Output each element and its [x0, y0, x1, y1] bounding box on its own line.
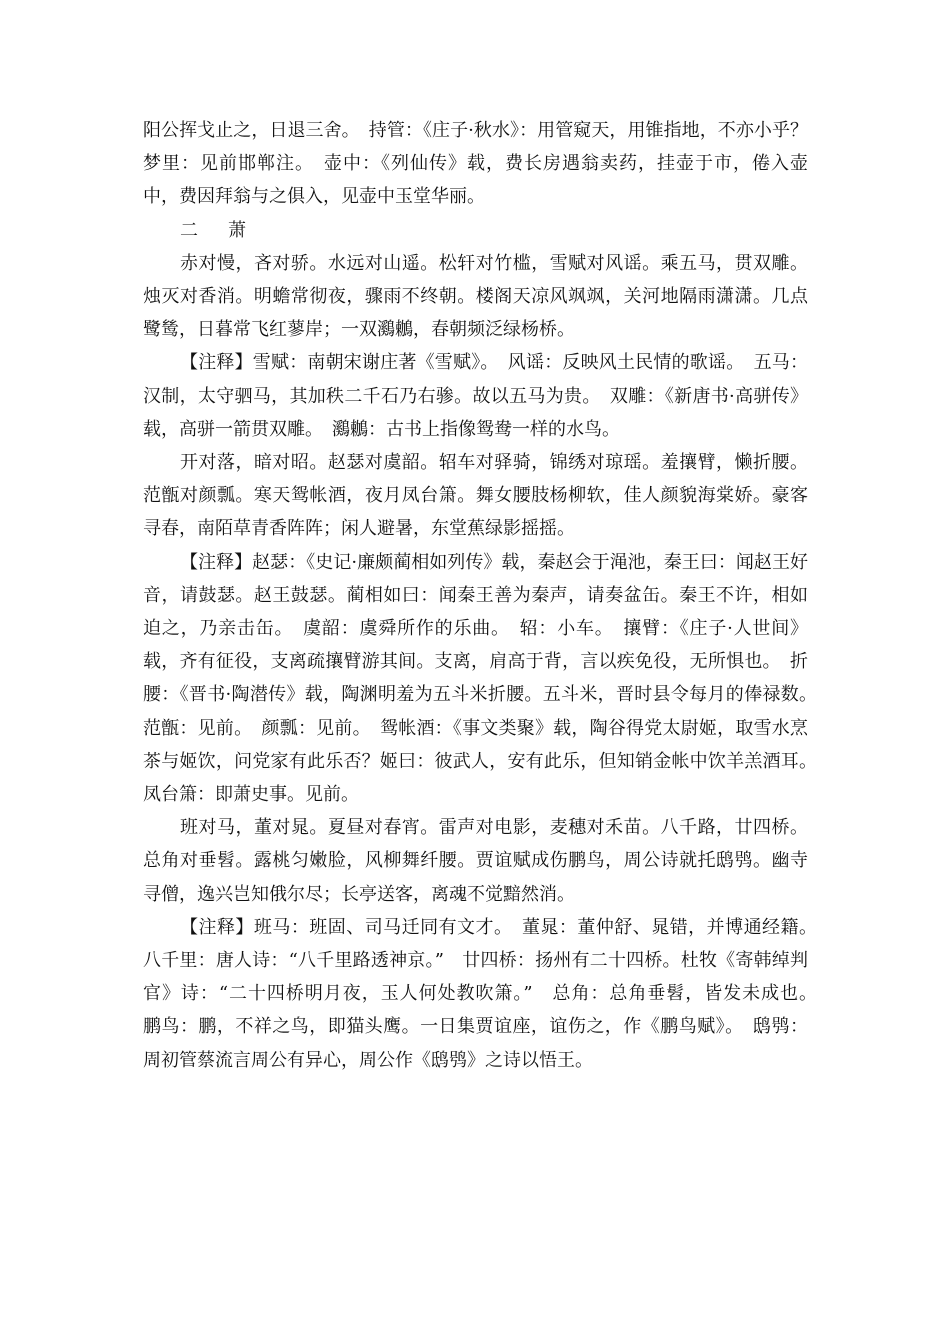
annotation-paragraph: 【注释】班马：班固、司马迁同有文才。 董晁：董仲舒、晁错，并博通经籍。 八千里：唐人诗：“八千里路透神京。” 廿四桥：扬州有二十四桥。杜牧《寄韩绰判官》诗：“二十四桥明月夜，玉人何处教吹箫。” 总角：总角垂髫，皆发未成也。 鹏鸟：鹏，不祥之鸟，即猫头鹰。一日集贾谊座，谊伤之，作《鹏鸟赋》。 鸱鸮：周初管蔡流言周公有异心，周公作《鸱鸮》之诗以悟王。 [143, 916, 826, 1071]
section-heading: 二 萧 [180, 219, 252, 241]
annotation-paragraph: 【注释】赵瑟：《史记·廉颇蔺相如列传》载，秦赵会于渑池，秦王曰：闻赵王好音，请鼓瑟。赵王鼓瑟。蔺相如曰：闻秦王善为秦声，请奏盆缶。秦王不许，相如迫之，乃亲击缶。 虞韶：虞舜所作的乐曲。 轺：小车。 攘臂：《庄子·人世间》载，齐有征役，支离疏攘臂游其间。支离，肩高于背，言以疾免役，无所惧也。 折腰：《晋书·陶潜传》载，陶渊明羞为五斗米折腰。五斗米，晋时县令每月的俸禄数。 范甑：见前。 颜瓢：见前。 鸳帐酒：《事文类聚》载，陶谷得党太尉姬，取雪水烹茶与姬饮，问党家有此乐否？姬曰：彼武人，安有此乐，但知销金帐中饮羊羔酒耳。 凤台箫：即萧史事。见前。 [143, 551, 826, 806]
verse-paragraph: 班对马，董对晁。夏昼对春宵。雷声对电影，麦穗对禾苗。八千路，廿四桥。总角对垂髫。露桃匀嫩脸，风柳舞纤腰。贾谊赋成伤鹏鸟，周公诗就托鸱鸮。幽寺寻僧，逸兴岂知俄尔尽；长亭送客，离魂不觉黯然消。 [143, 817, 808, 905]
verse-paragraph: 赤对慢，吝对骄。水远对山遥。松轩对竹槛，雪赋对风谣。乘五马，贯双雕。烛灭对香消。明蟾常彻夜，骤雨不终朝。楼阁天凉风飒飒，关河地隔雨潇潇。几点鹭鸶，日暮常飞红蓼岸；一双鸂鶒，春朝频泛绿杨桥。 [143, 252, 808, 341]
verse-paragraph: 开对落，暗对昭。赵瑟对虞韶。轺车对驿骑，锦绣对琼瑶。羞攘臂，懒折腰。范甑对颜瓢。寒天鸳帐酒，夜月凤台箫。舞女腰肢杨柳软，佳人颜貌海棠娇。豪客寻春，南陌草青香阵阵；闲人避暑，东堂蕉绿影摇摇。 [143, 452, 808, 540]
paragraph-continuation: 阳公挥戈止之，日退三舍。 持管：《庄子·秋水》：用管窥天，用锥指地，不亦小乎？ 梦里：见前邯郸注。 壶中：《列仙传》载，费长房遇翁卖药，挂壶于市，倦入壶中，费因拜翁与之俱入，见壶中玉堂华丽。 [143, 120, 826, 208]
annotation-paragraph: 【注释】雪赋：南朝宋谢庄著《雪赋》。 风谣：反映风土民情的歌谣。 五马：汉制，太守驷马，其加秩二千石乃右骖。故以五马为贵。 双雕：《新唐书·高骈传》载，高骈一箭贯双雕。 鸂鶒：古书上指像鸳鸯一样的水鸟。 [143, 352, 808, 440]
document-body [143, 114, 826, 1077]
